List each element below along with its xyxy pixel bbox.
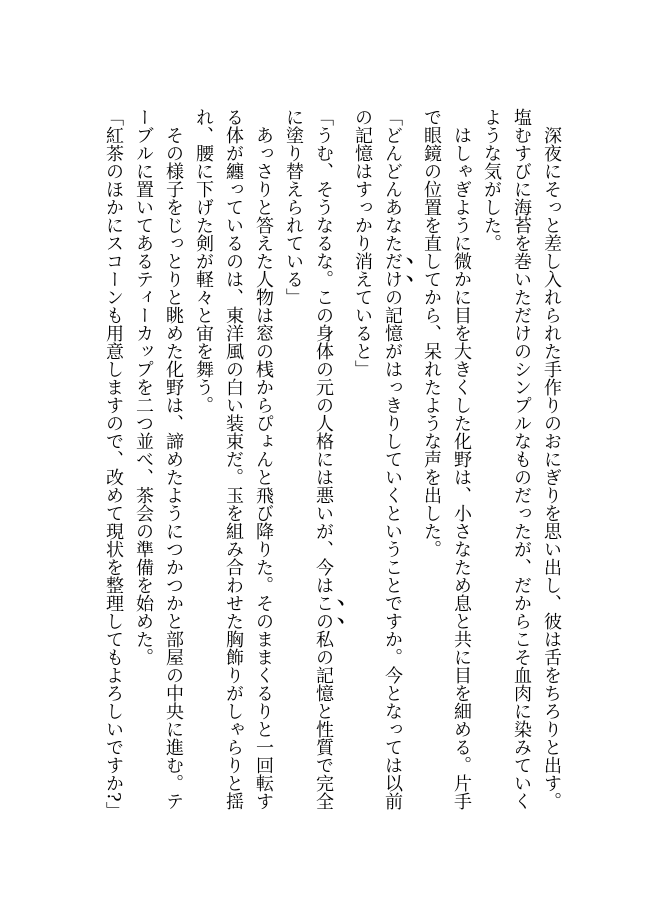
paragraph-2-text: はしゃぎように微かに目を大きくした化野は、小さなため息と共に目を細める。片手で眼鏡の位置を直してから、呆れたような声を出した。 [421,108,472,810]
vertical-text-body [98,108,566,824]
paragraph-4-post: 私の記憶と性質で完全に塗り替えられている」 [283,108,334,810]
paragraph-3-emphasis: だけ [382,252,403,288]
paragraph-2 [416,108,476,824]
paragraph-5 [188,108,278,824]
paragraph-3 [347,108,416,824]
paragraph-4-pre: 「うむ、そうなるな。この身体の元の人格には悪いが、今は [313,108,334,594]
paragraph-6-text: その様子をじっとりと眺めた化野は、諦めたようにつかつかと部屋の中央に進む。テーブルに置いてあるティーカップを二つ並べ、茶会の準備を始めた。 [133,108,184,810]
paragraph-1 [476,108,566,824]
paragraph-1-text: 深夜にそっと差し入れられた手作りのおにぎりを思い出し、彼は舌をちろりと出す。塩むすびに海苔を巻いただけのシンプルなものだったが、だからこそ血肉に染みていくような気がした。 [481,108,562,810]
paragraph-3-post: の記憶がはっきりしていくということですか。今となっては以前の記憶はすっかり消えていると」 [352,108,403,810]
paragraph-7 [98,108,128,824]
paragraph-7-text: 「紅茶のほかにスコーンも用意しますので、改めて現状を整理してもよろしいですか?」 [103,108,124,820]
paragraph-6 [128,108,188,824]
paragraph-3-pre: 「どんどんあなた [382,108,403,252]
paragraph-5-text: あっさりと答えた人物は窓の桟からぴょんと飛び降りた。そのままくるりと一回転する体が纏っているのは、東洋風の白い装束だ。玉を組み合わせた胸飾りがしゃらりと揺れ、腰に下げた剣が軽々と宙を舞う。 [193,108,274,810]
paragraph-4-emphasis: この [313,594,334,630]
paragraph-4 [278,108,347,824]
